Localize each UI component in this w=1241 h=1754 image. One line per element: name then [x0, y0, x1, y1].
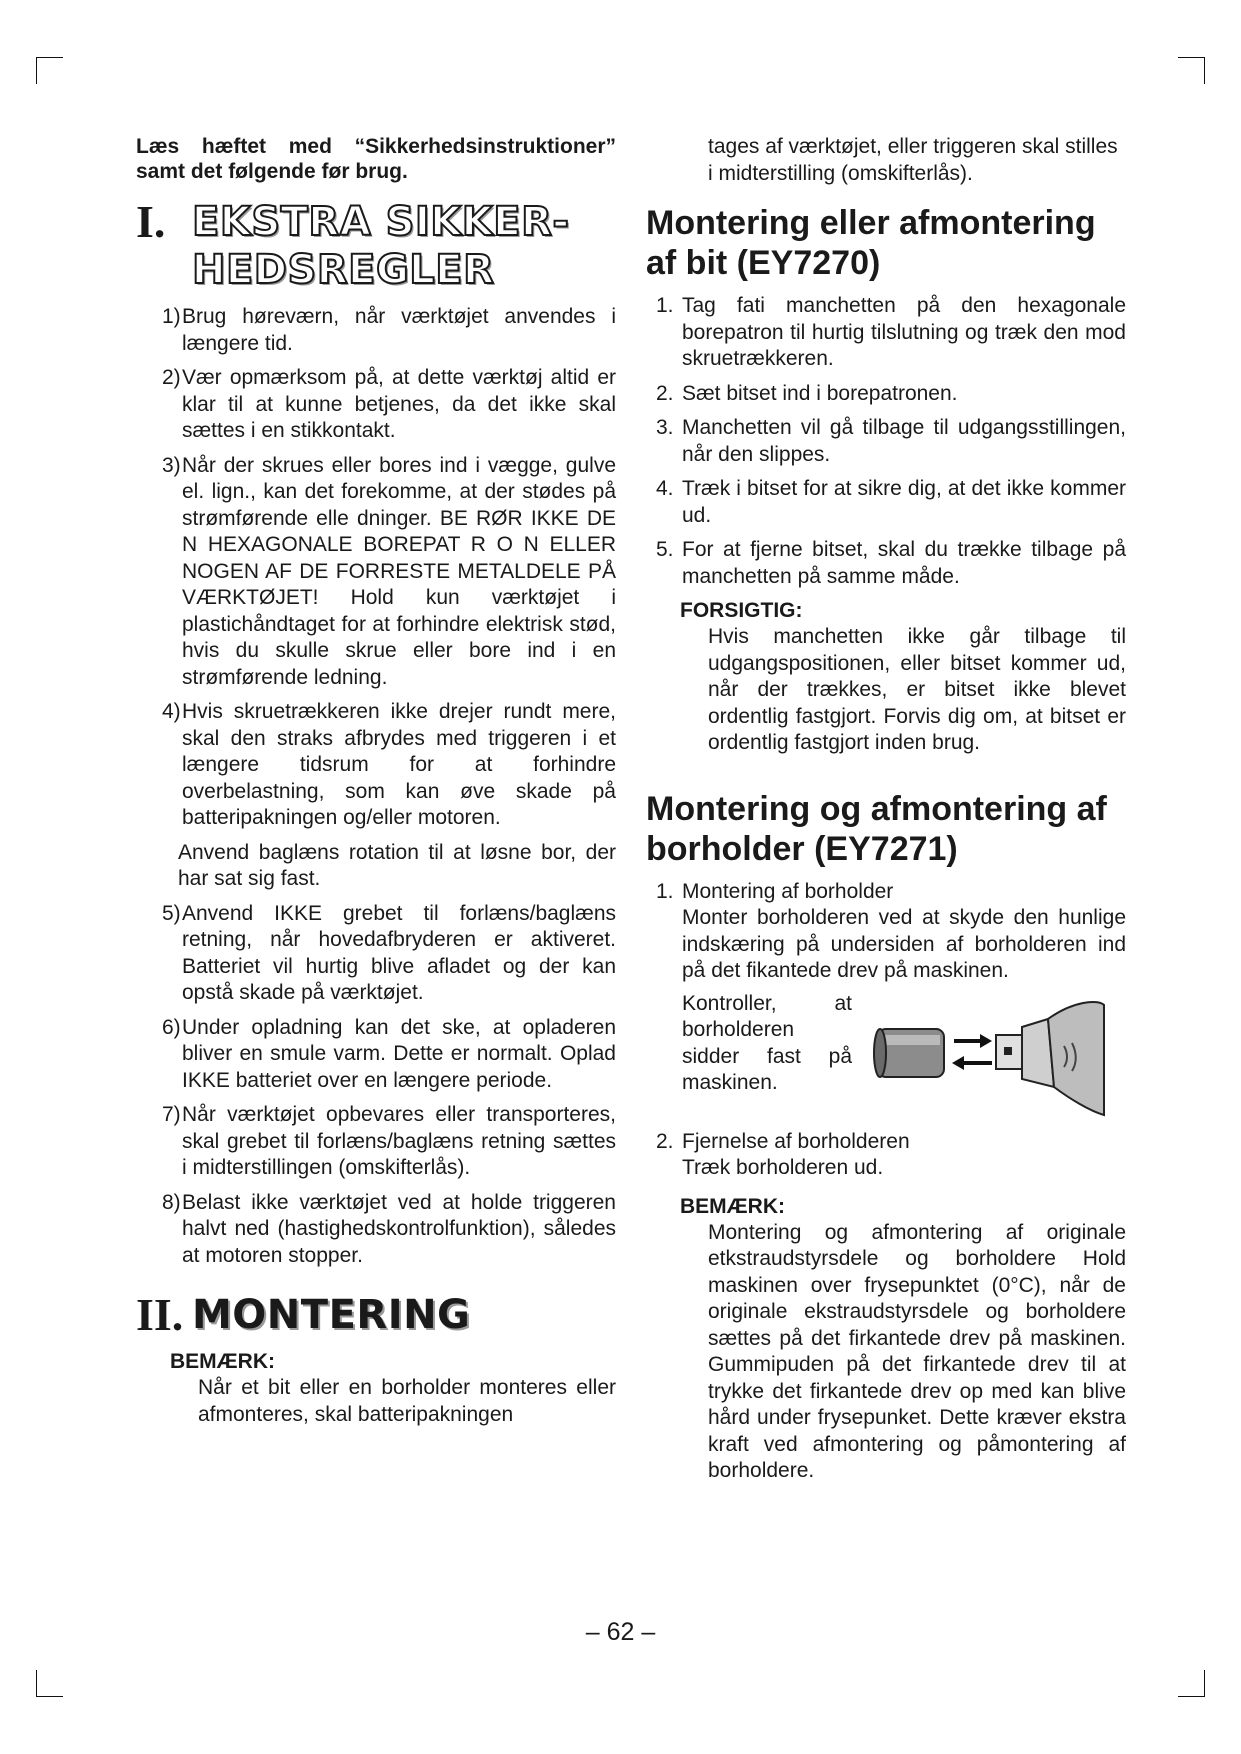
holder-step-2-text: Træk borholderen ud.: [682, 1156, 884, 1179]
rule-number: 7): [162, 1103, 181, 1126]
safety-rule: [136, 901, 616, 1007]
section-2-number: II.: [136, 1289, 184, 1340]
step-text: Manchetten vil gå tilbage til udgangsstillingen, når den slippes.: [682, 416, 1126, 466]
left-column: [136, 134, 616, 1428]
safety-rule: [136, 365, 616, 445]
section-1-number: I.: [136, 196, 166, 247]
holder-step-1: [646, 879, 1126, 1121]
holder-heading: Montering og afmontering af borholder (EY7271): [646, 789, 1107, 868]
rule-text: Under opladning kan det ske, at opladeren bliver en smule varm. Dette er normalt. Oplad IKKE batteriet over en længere periode.: [182, 1015, 616, 1092]
holder-step-2-title: Fjernelse af borholderen: [682, 1129, 910, 1153]
bit-step: [646, 537, 1126, 590]
safety-rule: [136, 1190, 616, 1270]
section-1-title-line1: EKSTRA SIKKER-: [192, 199, 570, 245]
safety-rule: [136, 699, 616, 832]
rule-number: 6): [162, 1015, 181, 1039]
step-number: 3.: [656, 416, 674, 439]
holder-figure-row: [682, 991, 1126, 1121]
rule-text: Vær opmærksom på, at dette værktøj altid er klar til at kunne betjenes, da det ikke skal sættes i en stikkontakt.: [182, 366, 616, 442]
right-column: [646, 134, 1126, 1485]
section-2-title: MONTERING: [192, 1292, 471, 1338]
rule-text: Når værktøjet opbevares eller transporteres, skal grebet til forlæns/baglæns retning sættes i midterstillingen (omskifterlås).: [182, 1103, 616, 1179]
step-number: 1.: [656, 879, 674, 903]
borholder-illustration: [858, 991, 1108, 1121]
caution-title: FORSIGTIG:: [680, 599, 803, 622]
caution-text: Hvis manchetten ikke går tilbage til udgangspositionen, eller bitset kommer ud, når der trækkes, er bitset ikke blevet ordentlig fastgjort. Forvis dig om, at bitset er ordentlig fastgjort inden brug.: [708, 625, 1126, 754]
rule-number: 5): [162, 901, 181, 925]
holder-steps-list: [646, 879, 1126, 1182]
step-text: For at fjerne bitset, skal du trække tilbage på manchetten på samme måde.: [682, 538, 1126, 588]
safety-rule: [136, 1102, 616, 1182]
rule-text: Brug høreværn, når værktøjet anvendes i længere tid.: [182, 305, 616, 355]
bit-step: [646, 381, 1126, 408]
montering-note-continued: tages af værktøjet, eller triggeren skal stilles i midterstilling (omskifterlås).: [708, 135, 1118, 185]
holder-step-2: [646, 1129, 1126, 1182]
safety-rule: [136, 304, 616, 357]
holder-step-1-title: Montering af borholder: [682, 879, 894, 903]
bit-heading: Montering eller afmontering af bit (EY7270): [646, 204, 1096, 282]
rule-number: 2): [162, 366, 181, 389]
step-number: 5.: [656, 538, 674, 561]
rule-text: Anvend IKKE grebet til forlæns/baglæns retning, når hovedafbryderen er aktiveret. Batteriet vil hurtig blive afladet og der kan opstå skade på værktøjet.: [182, 901, 616, 1004]
rule-number: 3): [162, 453, 181, 477]
step-number: 4.: [656, 477, 674, 500]
step-text: Sæt bitset ind i borepatronen.: [682, 381, 958, 405]
montering-note-text: Når et bit eller en borholder monteres eller afmonteres, skal batteripakningen: [198, 1376, 616, 1426]
rule-number: 4): [162, 700, 181, 723]
rule-text: Hvis skruetrækkeren ikke drejer rundt mere, skal den straks afbrydes med triggeren i et længere tidsrum for at forhindre overbelastning, som kan øve skade på batteripakningen og/eller motoren.: [182, 700, 616, 829]
bit-step: [646, 415, 1126, 468]
section-2-heading: [136, 1291, 616, 1339]
intro-text: Læs hæftet med “Sikkerhedsinstruktioner” samt det følgende før brug.: [136, 135, 616, 183]
section-1-title-line2: HEDSREGLER: [192, 247, 495, 293]
rule-text: Når der skrues eller bores ind i vægge, gulve el. lign., kan det forekomme, at der stødes på strømførende elle dninger. BE RØR IKKE DE N HEXAGONALE BOREPAT R O N ELLER NOGEN AF DE FORRESTE METALDELE PÅ VÆRKTØJET! Hold kun værktøjet i plastichåndtaget for at forhindre elektrisk stød, hvis du skulle skrue eller bore ind i en strømførende ledning.: [182, 453, 616, 689]
crop-mark-top-left: [36, 57, 63, 84]
rule-number: 8): [162, 1190, 181, 1214]
step-number: 1.: [656, 294, 674, 317]
step-number: 2.: [656, 1129, 674, 1153]
holder-note-title: BEMÆRK:: [680, 1194, 785, 1218]
safety-rule: [136, 453, 616, 692]
rule-text: Belast ikke værktøjet ved at holde triggeren halvt ned (hastighedskontrolfunktion), således at motoren stopper.: [182, 1190, 616, 1267]
safety-rule: [136, 840, 616, 893]
holder-step-1-check: Kontroller, at borholderen sidder fast på maskinen.: [682, 991, 852, 1094]
bit-steps-list: [646, 293, 1126, 590]
crop-mark-top-right: [1178, 57, 1205, 84]
step-text: Træk i bitset for at sikre dig, at det ikke kommer ud.: [682, 477, 1126, 527]
rule-number: 1): [162, 305, 181, 328]
holder-note-text: Montering og afmontering af originale etkstraudstyrsdele og borholdere Hold maskinen over frysepunktet (0°C), når de originale ekstraudstyrsdele og borholdere sættes på det firkantede drev på maskinen. Gummipuden på det firkantede drev til at trykke det firkantede drev op med kan blive hård under frysepunket. Dette kræver ekstra kraft ved afmontering og påmontering af borholdere.: [708, 1220, 1126, 1482]
section-1-heading: [136, 198, 616, 294]
crop-mark-bottom-right: [1178, 1670, 1205, 1697]
bit-step: [646, 293, 1126, 373]
safety-rule: [136, 1015, 616, 1095]
bit-step: [646, 476, 1126, 529]
step-text: Tag fati manchetten på den hexagonale borepatron til hurtig tilslutning og træk den mod skruetrækkeren.: [682, 294, 1126, 370]
safety-rules-list: [136, 304, 616, 1269]
crop-mark-bottom-left: [36, 1670, 63, 1697]
rule-text: Anvend baglæns rotation til at løsne bor, der har sat sig fast.: [178, 840, 616, 890]
page-number: – 62 –: [585, 1618, 656, 1646]
holder-step-1-text: Monter borholderen ved at skyde den hunlige indskæring på undersiden af borholderen ind på det fikantede drev på maskinen.: [682, 906, 1126, 982]
step-number: 2.: [656, 381, 674, 405]
montering-note-title: BEMÆRK:: [170, 1350, 275, 1373]
